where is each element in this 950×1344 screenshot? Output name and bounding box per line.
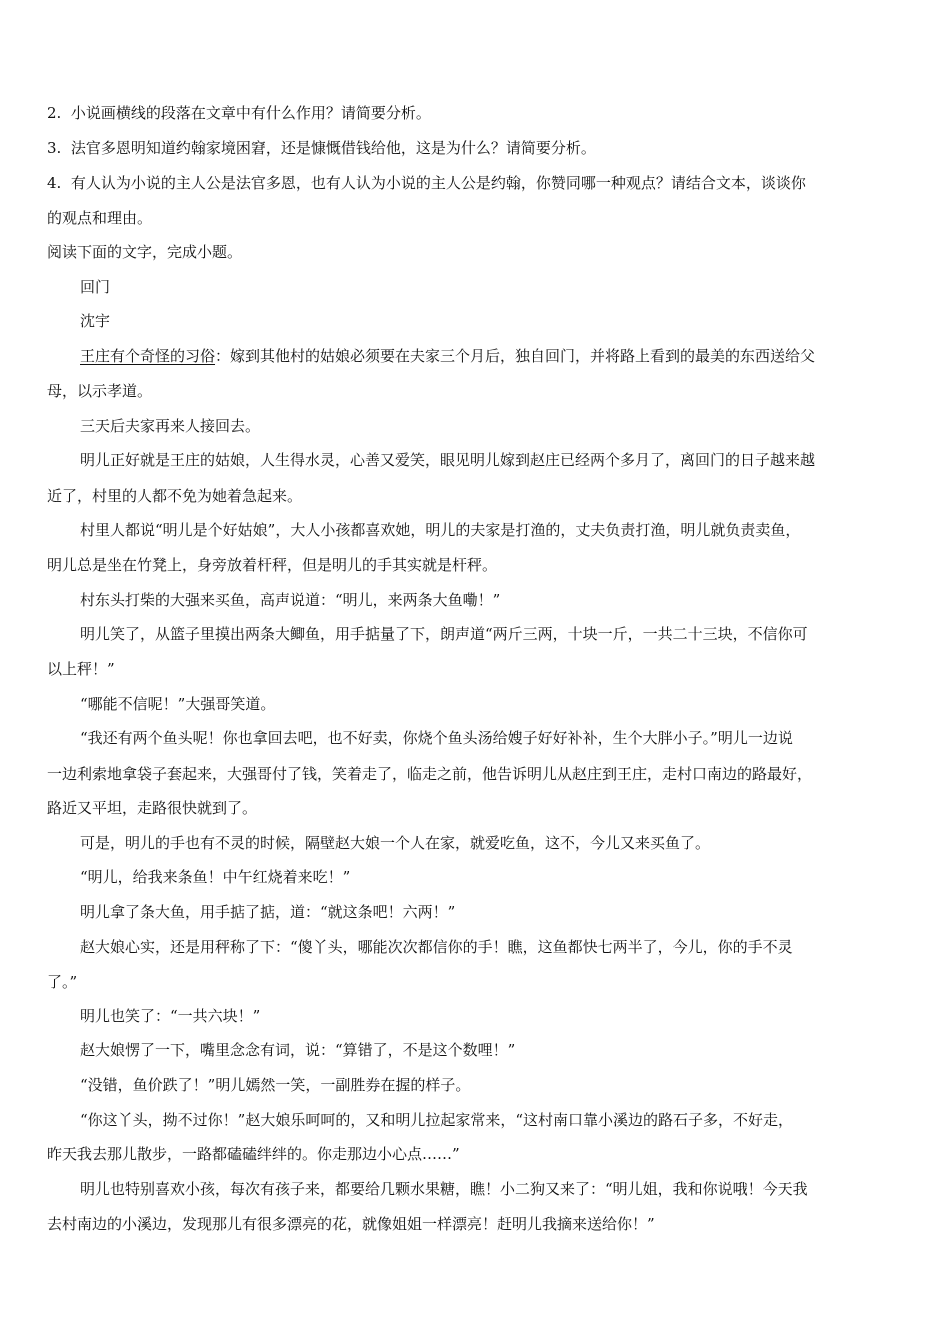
question-number: 2.	[47, 104, 62, 122]
paragraph-line: 赵大娘愣了一下，嘴里念念有词，说：“算错了，不是这个数哩！”	[80, 1041, 516, 1059]
paragraph-line: “没错，鱼价跌了！”明儿嫣然一笑，一副胜券在握的样子。	[80, 1076, 471, 1094]
question-4	[47, 173, 806, 193]
paragraph-line: 明儿笑了，从篮子里摸出两条大鲫鱼，用手掂量了下，朗声道“两斤三两，十块一斤，一共二十三块，不信你可	[80, 625, 808, 643]
question-3	[47, 138, 596, 158]
paragraph-line: 村里人都说“明儿是个好姑娘”，大人小孩都喜欢她，明儿的夫家是打渔的，丈夫负责打渔，明儿就负责卖鱼，	[80, 521, 801, 539]
paragraph-line: 赵大娘心实，还是用秤称了下：“傻丫头，哪能次次都信你的手！瞧，这鱼都快七两半了，今儿，你的手不灵	[80, 938, 793, 956]
paragraph-line: 可是，明儿的手也有不灵的时候，隔壁赵大娘一个人在家，就爱吃鱼，这不，今儿又来买鱼了。	[80, 834, 711, 852]
article-author: 沈宇	[80, 312, 111, 330]
paragraph-line: 昨天我去那儿散步，一路都磕磕绊绊的。你走那边小心点……”	[47, 1145, 460, 1163]
paragraph-line: 明儿也笑了：“一共六块！”	[80, 1007, 261, 1025]
underlined-sentence: 王庄有个奇怪的习俗	[80, 347, 216, 365]
paragraph-line: “我还有两个鱼头呢！你也拿回去吧，也不好卖，你烧个鱼头汤给嫂子好好补补，生个大胖小子。”明儿一边说	[80, 729, 793, 747]
paragraph-line: 路近又平坦，走路很快就到了。	[47, 799, 258, 817]
paragraph-line: 明儿总是坐在竹凳上，身旁放着杆秤，但是明儿的手其实就是杆秤。	[47, 556, 498, 574]
paragraph-line: 明儿也特别喜欢小孩，每次有孩子来，都要给几颗水果糖，瞧！小二狗又来了：“明儿姐，我和你说哦！今天我	[80, 1180, 808, 1198]
article-title: 回门	[80, 278, 111, 296]
paragraph-line: 近了，村里的人都不免为她着急起来。	[47, 487, 303, 505]
paragraph-line: 村东头打柴的大强来买鱼，高声说道：“明儿，来两条大鱼嘞！”	[80, 591, 501, 609]
question-text: 小说画横线的段落在文章中有什么作用？请简要分析。	[70, 104, 431, 122]
paragraph-line: “明儿，给我来条鱼！中午红烧着来吃！”	[80, 868, 351, 886]
paragraph-line: 以上秤！”	[47, 660, 115, 678]
question-number: 3.	[47, 139, 62, 157]
question-4-continuation: 的观点和理由。	[47, 209, 153, 227]
paragraph-line: 母，以示孝道。	[47, 382, 153, 400]
question-text: 法官多恩明知道约翰家境困窘，还是慷慨借钱给他，这是为什么？请简要分析。	[70, 139, 596, 157]
paragraph-line: 去村南边的小溪边，发现那儿有很多漂亮的花，就像姐姐一样漂亮！赶明儿我摘来送给你！”	[47, 1215, 655, 1233]
paragraph-text: ：嫁到其他村的姑娘必须要在夫家三个月后，独自回门，并将路上看到的最美的东西送给父	[215, 347, 816, 365]
paragraph-line: 三天后夫家再来人接回去。	[80, 417, 261, 435]
paragraph-line: “你这丫头，拗不过你！”赵大娘乐呵呵的，又和明儿拉起家常来，“这村南口靠小溪边的路石子多，不好走，	[80, 1111, 794, 1129]
question-number: 4.	[47, 174, 62, 192]
question-2	[47, 103, 431, 123]
paragraph-line: 一边利索地拿袋子套起来，大强哥付了钱，笑着走了，临走之前，他告诉明儿从赵庄到王庄，走村口南边的路最好，	[47, 765, 813, 783]
paragraph-line: 了。”	[47, 973, 78, 991]
paragraph-line: “哪能不信呢！”大强哥笑道。	[80, 695, 276, 713]
paragraph-line: 明儿拿了条大鱼，用手掂了掂，道：“就这条吧！六两！”	[80, 903, 456, 921]
paragraph-line: 明儿正好就是王庄的姑娘，人生得水灵，心善又爱笑，眼见明儿嫁到赵庄已经两个多月了，离回门的日子越来越	[80, 451, 816, 469]
reading-instruction: 阅读下面的文字，完成小题。	[47, 243, 243, 261]
question-text: 有人认为小说的主人公是法官多恩，也有人认为小说的主人公是约翰，你赞同哪一种观点？请结合文本，谈谈你	[70, 174, 806, 192]
paragraph-line	[80, 346, 815, 366]
